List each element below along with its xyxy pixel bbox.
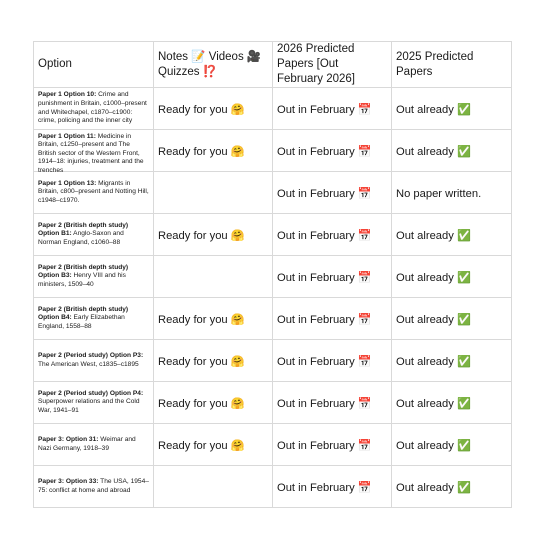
option-cell xyxy=(34,466,154,508)
papers-2026-status-cell xyxy=(273,172,392,214)
option-description xyxy=(38,132,149,174)
papers-2025-status-cell xyxy=(392,256,512,298)
papers-2025-status: Out already ✅ xyxy=(396,145,471,158)
option-title: Crime and punishment in Britain, c1000–present and Whitechapel, c1870–c1900: crime, policing and the inner city xyxy=(38,91,147,125)
notes-status: Ready for you 🤗 xyxy=(158,103,245,116)
papers-2025-status: Out already ✅ xyxy=(396,103,471,116)
papers-2026-status-cell xyxy=(273,256,392,298)
option-description xyxy=(38,180,149,206)
papers-2026-status: Out in February 📅 xyxy=(277,145,372,158)
papers-2026-status-cell xyxy=(273,298,392,340)
papers-2025-status-cell xyxy=(392,340,512,382)
option-code: Paper 2 (British depth study) Option B1: xyxy=(38,221,129,238)
option-description xyxy=(38,222,149,248)
notes-status: Ready for you 🤗 xyxy=(158,229,245,242)
option-description xyxy=(38,352,149,369)
notes-status: Ready for you 🤗 xyxy=(158,397,245,410)
notes-status-cell xyxy=(154,424,273,466)
notes-status-cell xyxy=(154,298,273,340)
papers-2025-status: No paper written. xyxy=(396,187,482,200)
option-code: Paper 2 (Period study) Option P4: xyxy=(38,389,144,397)
option-cell xyxy=(34,256,154,298)
option-description xyxy=(38,436,149,453)
option-description xyxy=(38,91,149,125)
notes-status-cell xyxy=(154,214,273,256)
papers-2026-status-cell xyxy=(273,424,392,466)
table-row xyxy=(34,172,512,214)
notes-status: Ready for you 🤗 xyxy=(158,355,245,368)
header-2025-papers: 2025 Predicted Papers xyxy=(392,42,512,88)
header-row xyxy=(34,42,512,88)
notes-status-cell xyxy=(154,256,273,298)
option-description xyxy=(38,478,149,495)
option-title: Anglo-Saxon and Norman England, c1060–88 xyxy=(38,230,124,246)
papers-2026-status-cell xyxy=(273,88,392,130)
option-code: Paper 2 (Period study) Option P3: xyxy=(38,351,144,359)
table-row xyxy=(34,424,512,466)
option-title: The American West, c1835–c1895 xyxy=(38,360,139,368)
papers-2025-status: Out already ✅ xyxy=(396,313,471,326)
header-option: Option xyxy=(34,42,154,88)
papers-2025-status: Out already ✅ xyxy=(396,397,471,410)
notes-status-cell xyxy=(154,382,273,424)
header-2026-papers: 2026 Predicted Papers [Out February 2026] xyxy=(273,42,392,88)
option-title: Early Elizabethan England, 1558–88 xyxy=(38,314,125,330)
notes-status: Ready for you 🤗 xyxy=(158,439,245,452)
option-cell xyxy=(34,130,154,172)
option-description xyxy=(38,306,149,332)
option-cell xyxy=(34,214,154,256)
table-row xyxy=(34,214,512,256)
papers-2026-status: Out in February 📅 xyxy=(277,103,372,116)
papers-2026-status: Out in February 📅 xyxy=(277,481,372,494)
option-cell xyxy=(34,382,154,424)
table-row xyxy=(34,298,512,340)
option-title: The USA, 1954–75: conflict at home and abroad xyxy=(38,477,149,494)
table-body xyxy=(34,88,512,508)
papers-2025-status: Out already ✅ xyxy=(396,439,471,452)
option-code: Paper 3: Option 31: xyxy=(38,435,99,443)
option-description xyxy=(38,390,149,416)
papers-2026-status: Out in February 📅 xyxy=(277,271,372,284)
notes-status-cell xyxy=(154,340,273,382)
papers-2026-status: Out in February 📅 xyxy=(277,355,372,368)
notes-status: Ready for you 🤗 xyxy=(158,313,245,326)
notes-status-cell xyxy=(154,172,273,214)
option-description xyxy=(38,264,149,290)
papers-2025-status-cell xyxy=(392,424,512,466)
option-code: Paper 2 (British depth study) Option B3: xyxy=(38,263,129,280)
papers-2026-status: Out in February 📅 xyxy=(277,397,372,410)
papers-2025-status-cell xyxy=(392,466,512,508)
papers-2026-status-cell xyxy=(273,382,392,424)
papers-2026-status: Out in February 📅 xyxy=(277,187,372,200)
table-row xyxy=(34,340,512,382)
papers-2025-status: Out already ✅ xyxy=(396,481,471,494)
option-code: Paper 1 Option 10: xyxy=(38,91,97,99)
papers-2025-status-cell xyxy=(392,298,512,340)
papers-table xyxy=(33,41,512,508)
papers-2025-status-cell xyxy=(392,88,512,130)
option-code: Paper 1 Option 11: xyxy=(38,132,96,140)
table-row xyxy=(34,88,512,130)
notes-status: Ready for you 🤗 xyxy=(158,145,245,158)
papers-2025-status: Out already ✅ xyxy=(396,229,471,242)
notes-status-cell xyxy=(154,88,273,130)
notes-status-cell xyxy=(154,130,273,172)
option-title: Medicine in Britain, c1250–present and The British sector of the Western Front, 1914–18: injuries, treatment and the trenches xyxy=(38,132,144,174)
header-notes: Notes 📝 Videos 🎥 Quizzes ⁉️ xyxy=(154,42,273,88)
table-row xyxy=(34,382,512,424)
option-cell xyxy=(34,172,154,214)
table-row xyxy=(34,256,512,298)
papers-2026-status-cell xyxy=(273,340,392,382)
papers-2025-status-cell xyxy=(392,130,512,172)
papers-2025-status: Out already ✅ xyxy=(396,271,471,284)
option-code: Paper 1 Option 13: xyxy=(38,179,97,187)
option-cell xyxy=(34,424,154,466)
option-cell xyxy=(34,340,154,382)
papers-2025-status-cell xyxy=(392,382,512,424)
papers-2026-status-cell xyxy=(273,466,392,508)
option-cell xyxy=(34,298,154,340)
option-title: Migrants in Britain, c800–present and Notting Hill, c1948–c1970. xyxy=(38,179,149,204)
papers-2026-status: Out in February 📅 xyxy=(277,439,372,452)
papers-table-container xyxy=(33,41,511,508)
papers-2026-status-cell xyxy=(273,214,392,256)
papers-2025-status: Out already ✅ xyxy=(396,355,471,368)
option-title: Weimar and Nazi Germany, 1918–39 xyxy=(38,435,136,452)
table-row xyxy=(34,466,512,508)
option-title: Henry VIII and his ministers, 1509–40 xyxy=(38,272,126,288)
papers-2025-status-cell xyxy=(392,214,512,256)
option-cell xyxy=(34,88,154,130)
papers-2026-status-cell xyxy=(273,130,392,172)
papers-2026-status: Out in February 📅 xyxy=(277,313,372,326)
table-row xyxy=(34,130,512,172)
notes-status-cell xyxy=(154,466,273,508)
option-code: Paper 3: Option 33: xyxy=(38,477,99,485)
papers-2026-status: Out in February 📅 xyxy=(277,229,372,242)
papers-2025-status-cell xyxy=(392,172,512,214)
option-title: Superpower relations and the Cold War, 1941–91 xyxy=(38,398,140,414)
option-code: Paper 2 (British depth study) Option B4: xyxy=(38,305,129,322)
